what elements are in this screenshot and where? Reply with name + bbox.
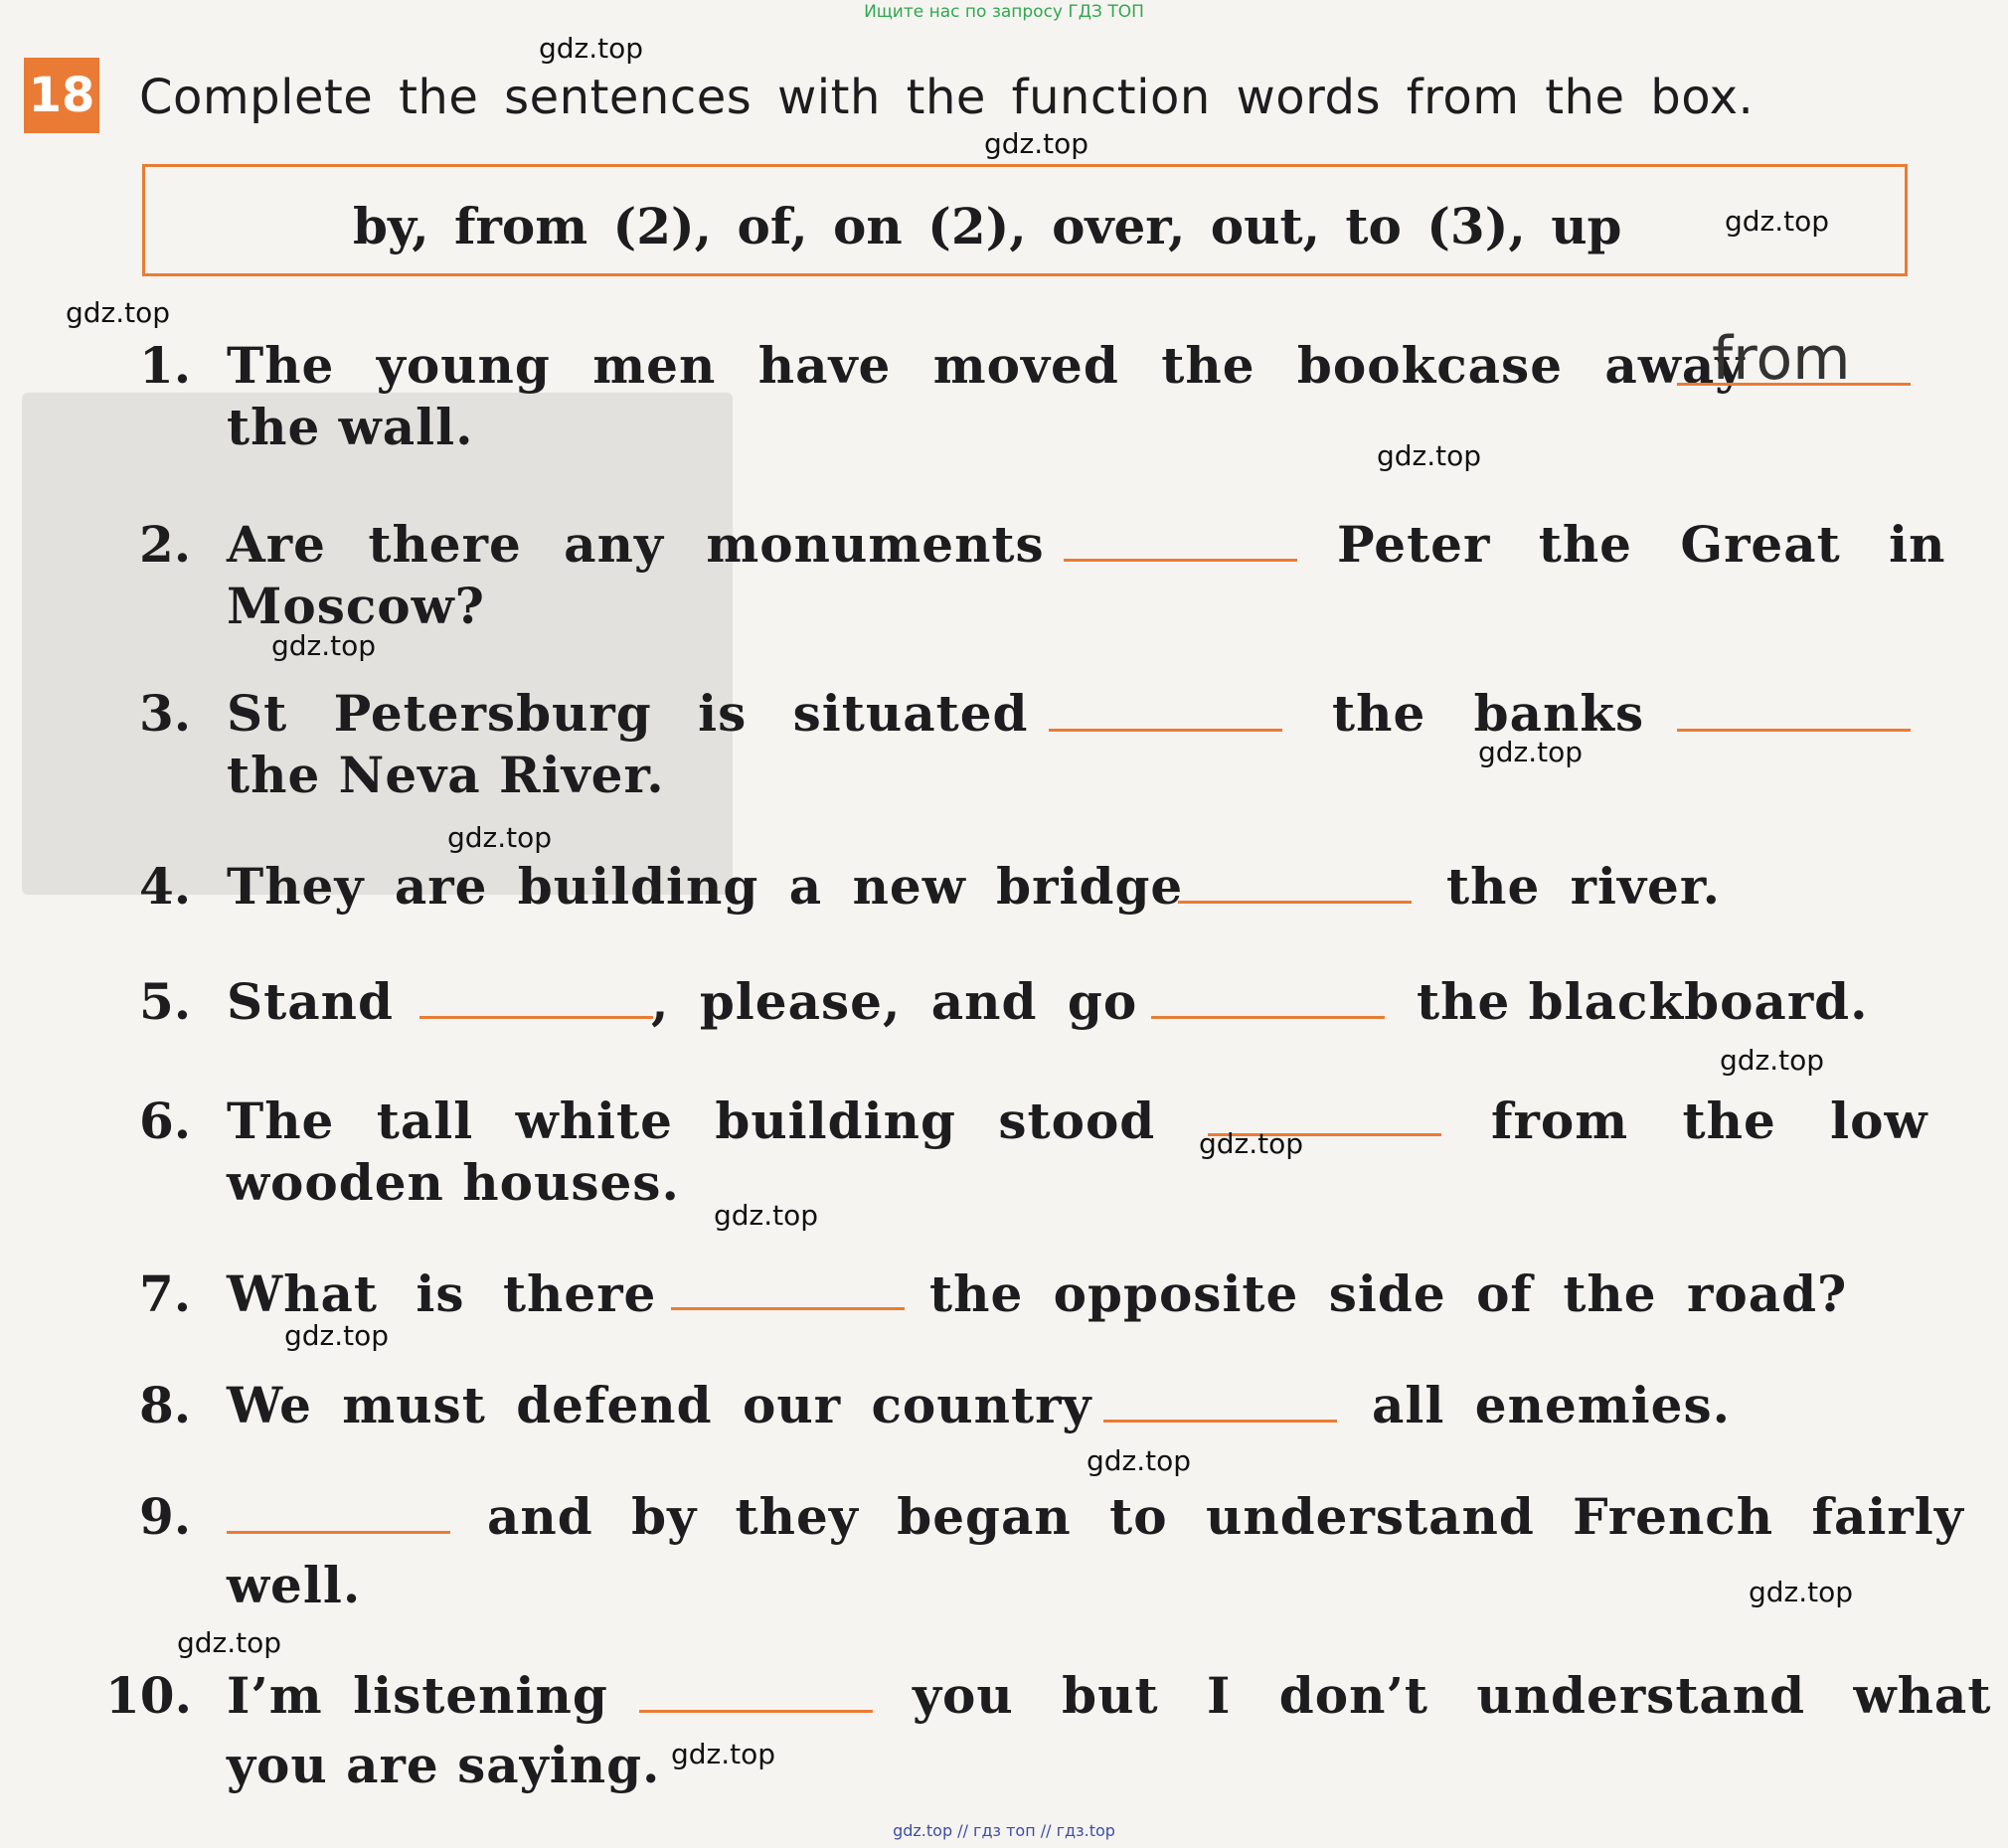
item-number: 5. — [139, 972, 192, 1031]
watermark: gdz.top — [1749, 1576, 1854, 1608]
answer-blank[interactable] — [639, 1710, 873, 1713]
watermark: gdz.top — [1720, 1044, 1825, 1077]
sentence-text: , please, and go — [651, 972, 1138, 1031]
exercise-number-badge: 18 — [24, 58, 99, 133]
sentence-text: the wall. — [227, 398, 474, 456]
exercise-instruction: Complete the sentences with the function words from the box. — [139, 70, 1755, 125]
sentence-text: the opposite side of the road? — [929, 1264, 1848, 1323]
answer-blank[interactable] — [1049, 729, 1282, 732]
watermark: gdz.top — [671, 1738, 776, 1770]
answer-blank[interactable] — [1064, 559, 1297, 562]
watermark: gdz.top — [1199, 1127, 1304, 1160]
sentence-text: Stand — [227, 972, 394, 1031]
sentence-text: you but I don’t understand what — [913, 1666, 1992, 1725]
faded-background-photo — [22, 393, 733, 895]
item-number: 10. — [105, 1666, 192, 1725]
answer-blank[interactable] — [1103, 1420, 1337, 1423]
sentence-text: the banks — [1332, 684, 1645, 743]
watermark: gdz.top — [284, 1319, 390, 1352]
sentence-text: St Petersburg is situated — [227, 684, 1029, 743]
watermark: gdz.top — [714, 1199, 819, 1232]
watermark: gdz.top — [447, 821, 553, 854]
watermark: gdz.top — [177, 1626, 282, 1659]
sentence-text: What is there — [227, 1264, 657, 1323]
sentence-text: The tall white building stood — [227, 1092, 1156, 1150]
sentence-text: well. — [227, 1556, 362, 1614]
watermark: gdz.top — [1478, 736, 1584, 768]
item-number: 3. — [139, 684, 192, 743]
answer-blank[interactable] — [1677, 729, 1911, 732]
item-number: 2. — [139, 515, 192, 574]
watermark: gdz.top — [271, 629, 377, 662]
sentence-text: Are there any monuments — [227, 515, 1045, 574]
item-number: 1. — [139, 336, 192, 395]
sentence-text: and by they began to understand French fairly — [487, 1487, 1964, 1546]
watermark: gdz.top — [1087, 1444, 1192, 1477]
footer-note: gdz.top // гдз топ // гдз.top — [893, 1821, 1115, 1840]
item-number: 9. — [139, 1487, 192, 1546]
sentence-text: The young men have moved the bookcase away — [227, 336, 1746, 395]
item-number: 6. — [139, 1092, 192, 1150]
sentence-text: the blackboard. — [1417, 972, 1869, 1031]
filled-answer: from — [1712, 324, 1851, 394]
sentence-text: We must defend our country — [227, 1376, 1092, 1434]
sentence-text: Moscow? — [227, 577, 485, 635]
answer-blank[interactable] — [1178, 901, 1412, 904]
watermark: gdz.top — [1377, 439, 1482, 472]
watermark: gdz.top — [984, 127, 1089, 160]
sentence-text: you are saying. — [227, 1736, 661, 1794]
answer-blank[interactable] — [1151, 1016, 1385, 1019]
item-number: 8. — [139, 1376, 192, 1434]
item-number: 7. — [139, 1264, 192, 1323]
watermark: gdz.top — [1725, 205, 1830, 238]
sentence-text: the Neva River. — [227, 746, 665, 804]
answer-blank[interactable] — [419, 1016, 653, 1019]
watermark: gdz.top — [539, 32, 644, 65]
header-note: Ищите нас по запросу ГДЗ ТОП — [864, 2, 1144, 22]
sentence-text: the river. — [1446, 857, 1722, 916]
sentence-text: wooden houses. — [227, 1153, 680, 1212]
sentence-text: all enemies. — [1372, 1376, 1732, 1434]
watermark: gdz.top — [66, 296, 171, 329]
sentence-text: I’m listening — [227, 1666, 608, 1725]
item-number: 4. — [139, 857, 192, 916]
answer-blank[interactable] — [227, 1531, 450, 1534]
word-box-words: by, from (2), of, on (2), over, out, to (3), up — [353, 197, 1622, 255]
sentence-text: Peter the Great in — [1337, 515, 1946, 574]
sentence-text: They are building a new bridge — [227, 857, 1184, 916]
answer-blank[interactable] — [671, 1307, 905, 1310]
answer-blank[interactable] — [1677, 383, 1911, 386]
sentence-text: from the low — [1491, 1092, 1928, 1150]
